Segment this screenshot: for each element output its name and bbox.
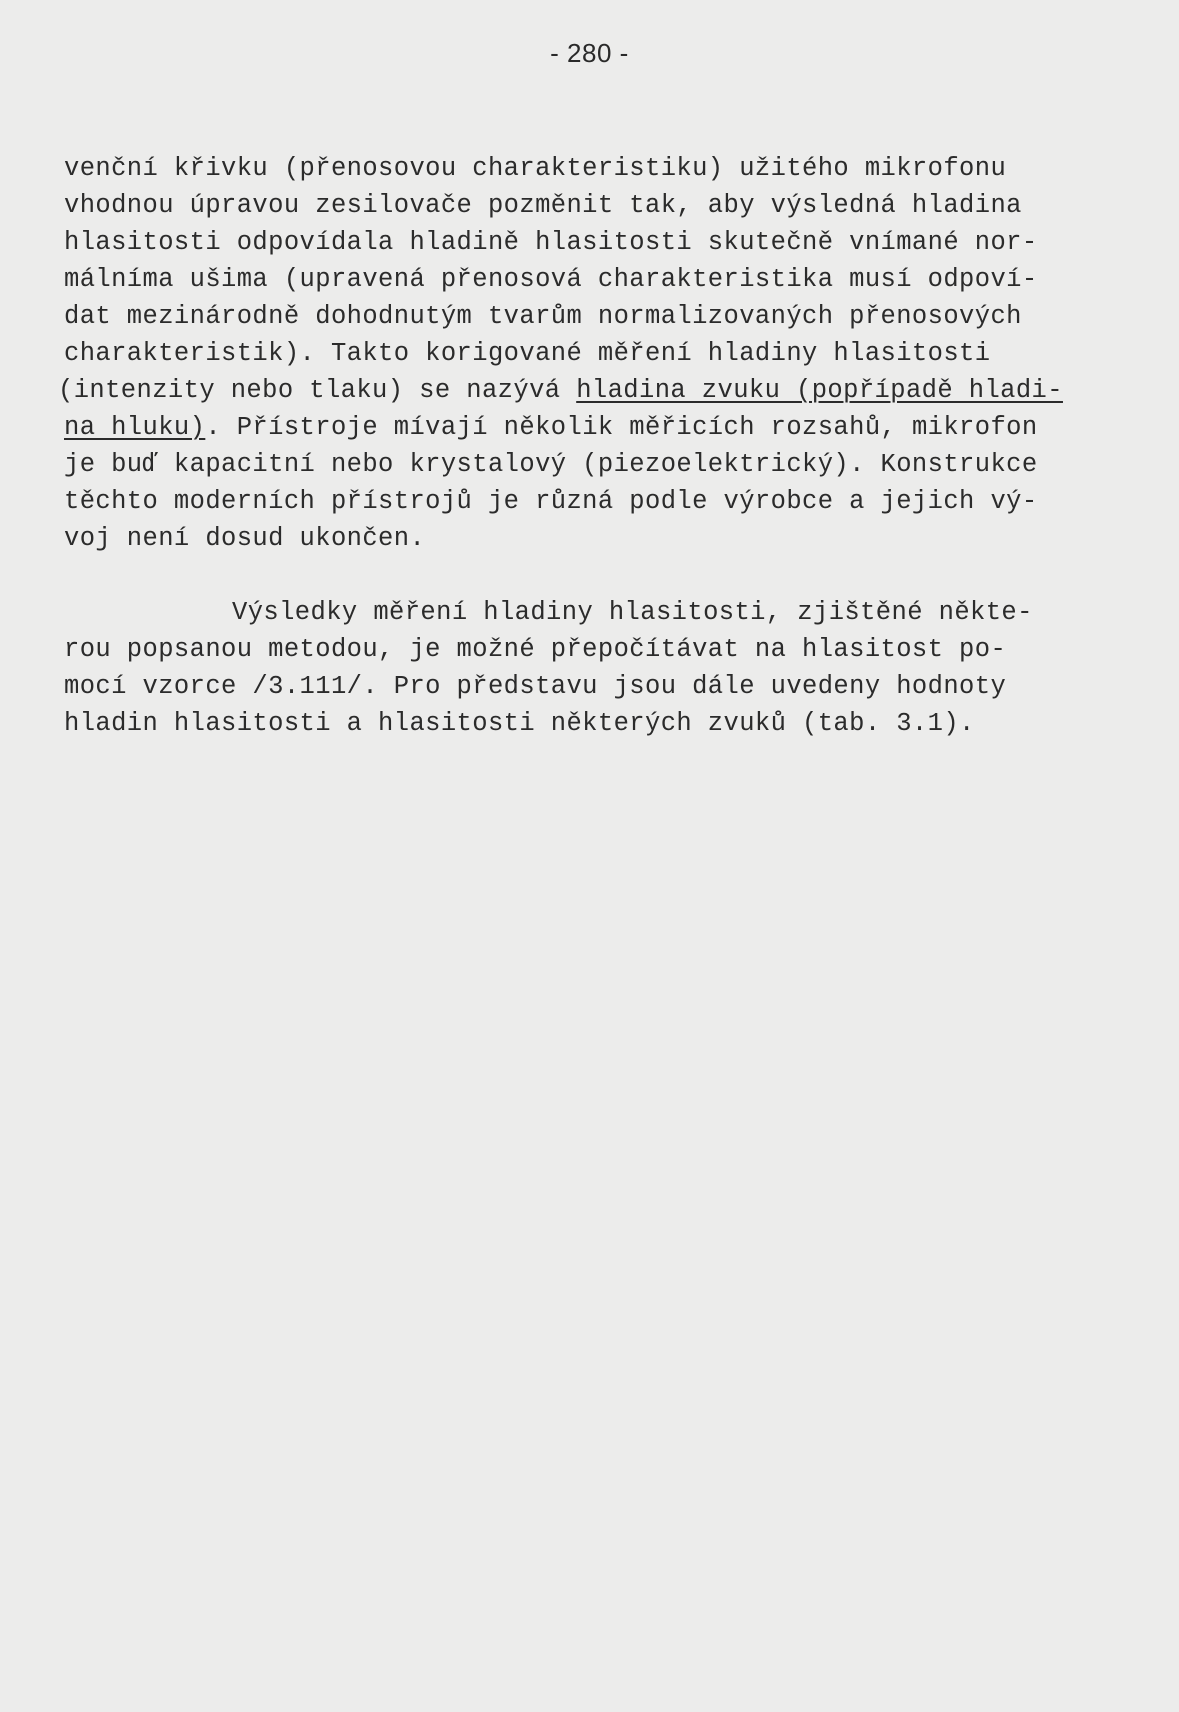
text-line: Výsledky měření hladiny hlasitosti, zjištěné někte- [232,598,1033,627]
text-line [64,415,1038,441]
text-line: hlasitosti odpovídala hladině hlasitosti skutečně vnímané nor- [64,228,1038,257]
text-line: mocí vzorce /3.111/. Pro představu jsou dále uvedeny hodnoty [64,672,1007,701]
text-line: charakteristik). Takto korigované měření hladiny hlasitosti [64,339,991,368]
text-line: hladin hlasitosti a hlasitosti některých zvuků (tab. 3.1). [64,709,975,738]
text-line [58,378,1063,404]
text-line: je buď kapacitní nebo krystalový (piezoelektrický). Konstrukce [64,450,1038,479]
text-line: dat mezinárodně dohodnutým tvarům normalizovaných přenosových [64,302,1022,331]
page-number: - 280 - [550,38,629,68]
underlined-term: hladina zvuku (popřípadě hladi- [576,376,1063,405]
text-line: málníma ušima (upravená přenosová charakteristika musí odpoví- [64,265,1038,294]
underlined-term: na hluku) [64,413,206,442]
text-line: rou popsanou metodou, je možné přepočítávat na hlasitost po- [64,635,1007,664]
text-line: venční křivku (přenosovou charakteristiku) užitého mikrofonu [64,154,1007,183]
text-line: těchto moderních přístrojů je různá podle výrobce a jejich vý- [64,487,1038,516]
text-line: vhodnou úpravou zesilovače pozměnit tak, aby výsledná hladina [64,191,1022,220]
text-segment: . Přístroje mívají několik měřicích rozsahů, mikrofon [205,413,1038,442]
text-segment: (intenzity nebo tlaku) se nazývá [58,376,577,405]
text-line: voj není dosud ukončen. [64,524,426,553]
